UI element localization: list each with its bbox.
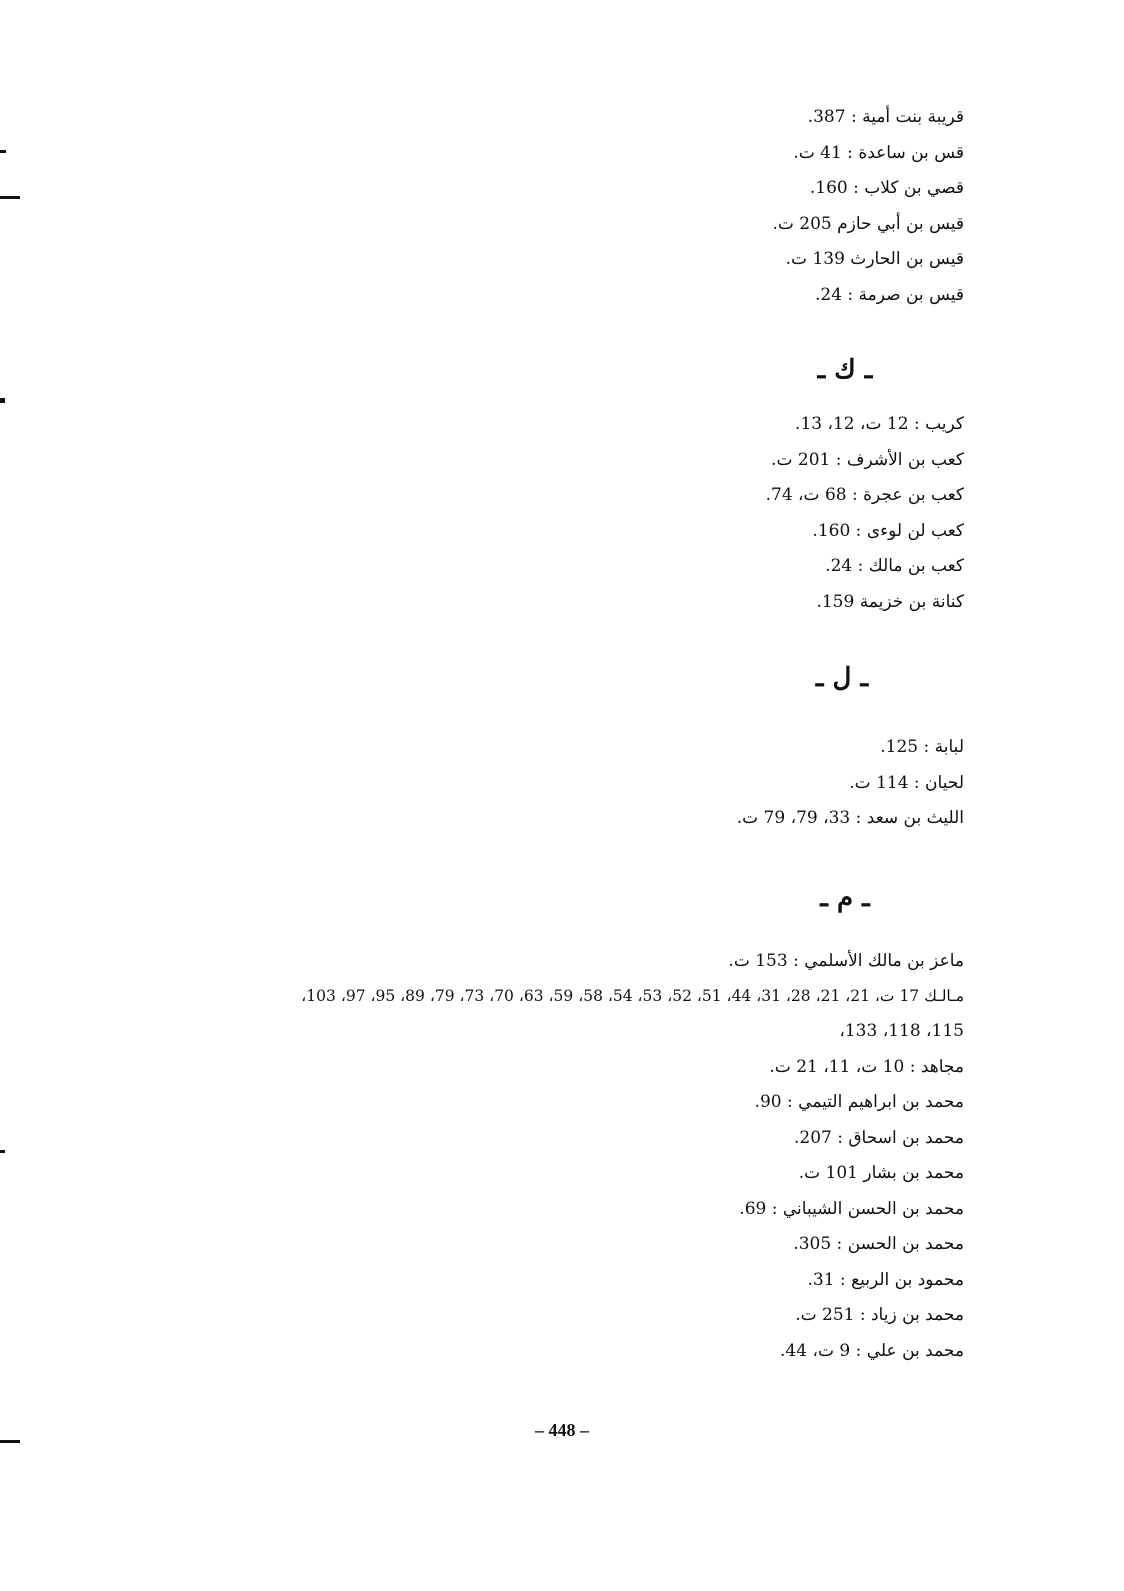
index-entry: قس بن ساعدة : 41 ت. [793, 142, 964, 163]
index-entry: كريب : 12 ت، 12، 13. [795, 414, 964, 434]
index-entry: مجاهد : 10 ت، 11، 21 ت. [769, 1056, 964, 1077]
index-entry: قيس بن الحارث 139 ت. [785, 249, 964, 269]
index-entry: كعب بن الأشرف : 201 ت. [771, 449, 964, 470]
index-entry: قيس بن أبي حازم 205 ت. [772, 213, 964, 234]
index-entry: محمد بن الحسن : 305. [793, 1234, 964, 1254]
section-letter-heading: ـ ل ـ [815, 663, 869, 693]
section-letter-heading: ـ م ـ [820, 883, 870, 913]
page-number: – 448 – [535, 1420, 589, 1440]
index-entry: كعب بن مالك : 24. [825, 556, 964, 576]
index-entry: كعب بن عجرة : 68 ت، 74. [765, 485, 964, 505]
index-entry-continuation: 115، 118، 133، [839, 1021, 964, 1041]
index-entry: لحيان : 114 ت. [849, 772, 964, 793]
index-entry: محمد بن اسحاق : 207. [793, 1127, 964, 1148]
index-entry: الليث بن سعد : 33، 79، 79 ت. [736, 808, 964, 828]
index-entry: محمد بن زياد : 251 ت. [795, 1305, 964, 1325]
scan-edge-mark [0, 1440, 20, 1443]
scan-edge-mark [0, 196, 20, 199]
index-entry: محمد بن علي : 9 ت، 44. [780, 1340, 964, 1361]
index-entry: محمد بن ابراهيم التيمي : 90. [754, 1092, 964, 1112]
index-entry: كنانة بن خزيمة 159. [816, 591, 964, 612]
index-entry: ماعز بن مالك الأسلمي : 153 ت. [728, 951, 964, 971]
scan-edge-mark [0, 1150, 5, 1153]
index-section-mim [184, 944, 964, 980]
index-entry: لبابة : 125. [880, 737, 964, 757]
scan-edge-mark [0, 398, 5, 403]
index-entry: قصي بن كلاب : 160. [809, 178, 964, 198]
index-section-kaf [184, 407, 964, 620]
index-entry: كعب لن لوءى : 160. [812, 520, 964, 541]
index-entry: محمود بن الربيع : 31. [807, 1269, 964, 1290]
section-letter-heading: ـ ك ـ [817, 355, 873, 385]
index-entry: قريبة بنت أمية : 387. [807, 107, 964, 127]
index-section-lam [184, 730, 964, 837]
scan-edge-mark [0, 150, 6, 153]
index-entry: قيس بن صرمة : 24. [814, 284, 964, 305]
index-section-qaf [184, 100, 964, 313]
index-entry: محمد بن الحسن الشيباني : 69. [739, 1198, 964, 1219]
index-entry: مـالـك 17 ت، 21، 21، 28، 31، 44، 51، 52، 53، 54، 58، 59، 63، 70، 73، 79، 89، 95، 97، 103، [301, 987, 964, 1005]
index-entry: محمد بن بشار 101 ت. [798, 1163, 964, 1183]
index-section-mim-continued [184, 1014, 964, 1369]
